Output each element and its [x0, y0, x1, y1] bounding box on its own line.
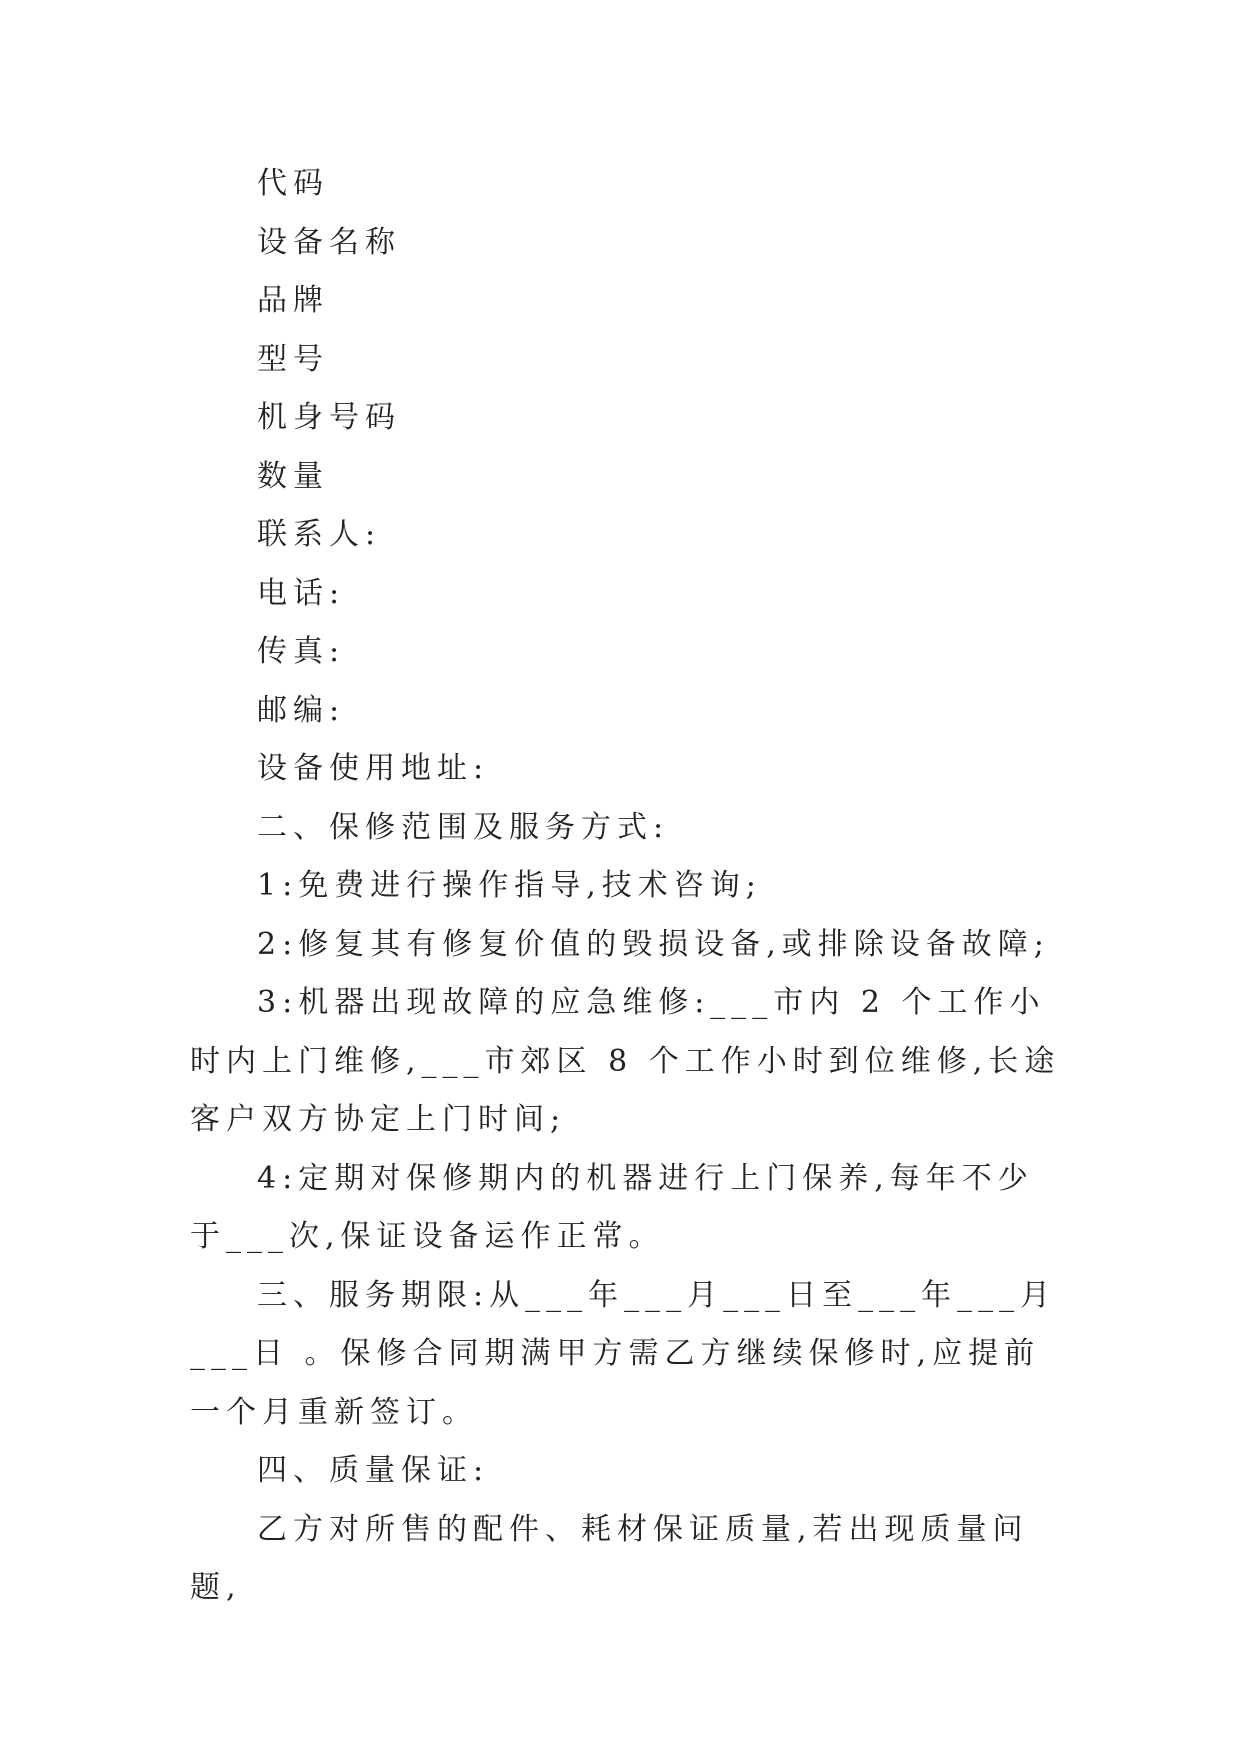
section-heading-2: 二、保修范围及服务方式:	[257, 809, 670, 845]
paragraph-serial-number: 机身号码	[257, 400, 401, 435]
section-heading-4: 四、质量保证:	[257, 1453, 490, 1488]
paragraph-device-address: 设备使用地址:	[257, 751, 490, 786]
list-item-2: 2:修复其有修复价值的毁损设备,或排除设备故障;	[257, 926, 1050, 962]
paragraph-brand: 品牌	[257, 283, 329, 318]
paragraph-device-name: 设备名称	[257, 224, 401, 260]
section-heading-3: 三、服务期限:从___年___月___日至___年___月___日 。保修合同期满甲方需乙方继续保修时,应提前一个月重新签订。	[190, 1277, 1057, 1430]
paragraph-postcode: 邮编:	[257, 692, 346, 728]
list-item-1: 1:免费进行操作指导,技术咨询;	[257, 868, 762, 903]
paragraph-fax: 传真:	[257, 634, 346, 669]
paragraph-code: 代码	[257, 166, 329, 201]
paragraph-quality-guarantee: 乙方对所售的配件、耗材保证质量,若出现质量问题,	[190, 1511, 1029, 1605]
paragraph-model: 型号	[257, 341, 329, 377]
document-body	[190, 155, 1065, 1618]
paragraph-contact-person: 联系人:	[257, 517, 382, 552]
paragraph-phone: 电话:	[257, 575, 346, 611]
paragraph-quantity: 数量	[257, 458, 329, 494]
list-item-3: 3:机器出现故障的应急维修:___市内 2 个工作小时内上门维修,___市郊区 8 个工作小时到位维修,长途客户双方协定上门时间;	[190, 985, 1061, 1137]
list-item-4: 4:定期对保修期内的机器进行上门保养,每年不少于___次,保证设备运作正常。	[190, 1160, 1034, 1254]
